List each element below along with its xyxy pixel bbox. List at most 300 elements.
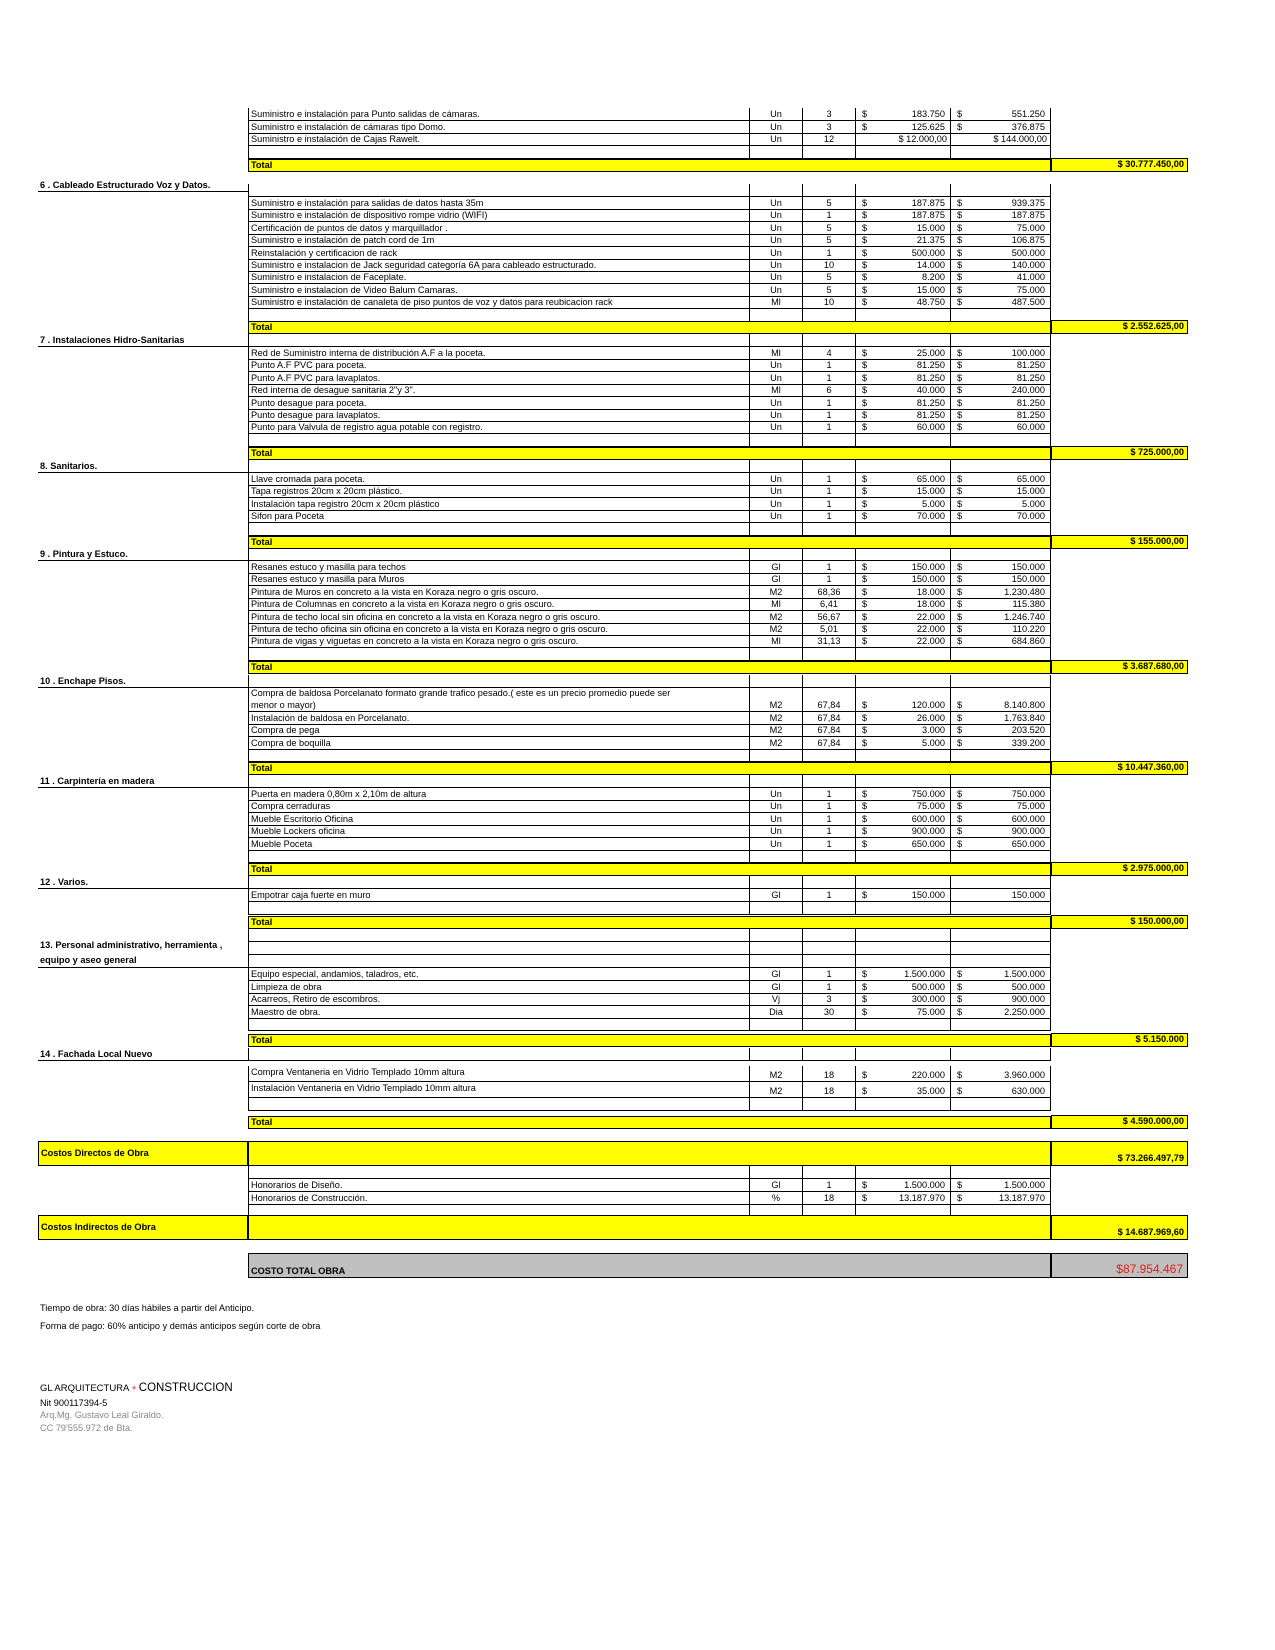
currency-symbol: $ — [862, 385, 868, 396]
item-quantity: 5 — [802, 197, 855, 210]
item-quantity: 1 — [802, 510, 855, 523]
direct-costs-bar — [248, 1141, 1051, 1166]
item-description: Suministro e instalación para salidas de datos hasta 35m — [248, 197, 749, 210]
item-unit: Un — [749, 498, 802, 511]
item-unit-price — [855, 197, 950, 210]
total-value: 684.860 — [1011, 636, 1045, 647]
item-description: Compra cerraduras — [248, 800, 749, 813]
total-value: 240.000 — [1011, 385, 1045, 396]
total-value: 650.000 — [1011, 838, 1045, 849]
currency-symbol: $ — [862, 121, 868, 132]
unit-price-value: 187.875 — [911, 198, 945, 208]
item-quantity: 5 — [802, 271, 855, 284]
item-unit-price — [855, 133, 950, 146]
item-unit-price — [855, 598, 950, 611]
currency-symbol: $ — [957, 109, 963, 119]
currency-symbol: $ — [957, 210, 963, 221]
blank-cell — [802, 876, 855, 889]
blank-cell — [802, 955, 855, 968]
currency-symbol: $ — [862, 981, 868, 992]
item-unit-price — [855, 993, 950, 1006]
item-unit-price — [855, 372, 950, 385]
item-quantity: 4 — [802, 347, 855, 360]
item-total — [950, 993, 1051, 1006]
currency-symbol: $ — [957, 272, 963, 283]
item-unit: Un — [749, 234, 802, 247]
item-quantity: 1 — [802, 800, 855, 813]
item-total — [950, 825, 1051, 838]
blank-cell — [950, 955, 1051, 968]
total-value: 376.875 — [1011, 121, 1045, 132]
item-description: Empotrar caja fuerte en muro — [248, 889, 749, 902]
item-quantity: 3 — [802, 993, 855, 1006]
blank-cell — [855, 1018, 950, 1031]
item-total — [950, 498, 1051, 511]
item-description: Mueble Poceta — [248, 838, 749, 851]
total-value: 900.000 — [1011, 994, 1045, 1005]
item-unit-price — [855, 724, 950, 737]
blank-cell — [802, 184, 855, 197]
blank-cell — [855, 955, 950, 968]
item-unit: Un — [749, 825, 802, 838]
currency-symbol: $ — [957, 372, 963, 383]
blank-cell — [950, 1098, 1051, 1111]
currency-symbol: $ — [957, 574, 963, 585]
blank-cell — [802, 334, 855, 347]
item-unit-price — [855, 473, 950, 486]
item-description: Punto desague para lavaplatos. — [248, 409, 749, 422]
firm-name-b: CONSTRUCCION — [138, 1382, 233, 1394]
grand-total-cell — [1051, 1253, 1188, 1278]
currency-symbol: $ — [957, 636, 963, 647]
currency-symbol: $ — [862, 599, 868, 610]
item-unit-price — [855, 800, 950, 813]
item-total — [950, 1179, 1051, 1192]
blank-cell — [749, 523, 802, 536]
item-quantity: 1 — [802, 889, 855, 902]
item-description: Suministro e instalacion de Jack seguridad categoría 6A para cableado estructurado. — [248, 259, 749, 272]
item-description: Suministro e instalación para Punto salidas de cámaras. — [248, 108, 749, 121]
blank-cell — [749, 942, 802, 955]
item-description: Honorarios de Construcción. — [248, 1192, 749, 1205]
item-unit-price — [855, 397, 950, 410]
item-unit: Un — [749, 108, 802, 121]
total-value: 900.000 — [1011, 826, 1045, 837]
item-total — [950, 1192, 1051, 1205]
blank-cell — [802, 1098, 855, 1111]
blank-cell — [248, 1166, 749, 1179]
item-quantity: 18 — [802, 1192, 855, 1205]
unit-price-value: 81.250 — [916, 397, 945, 408]
item-unit: M2 — [749, 586, 802, 599]
section-title: 7 . Instalaciones Hidro-Sanitarias — [38, 334, 248, 347]
total-label: Total — [248, 536, 1051, 549]
blank-cell — [950, 850, 1051, 863]
blank-cell — [950, 1048, 1051, 1061]
item-unit: Un — [749, 209, 802, 222]
total-value: 1.246.740 — [1004, 611, 1045, 622]
item-total — [950, 1006, 1051, 1019]
blank-cell — [855, 1166, 950, 1179]
item-unit-price — [855, 498, 950, 511]
item-total — [950, 635, 1051, 648]
item-quantity: 1 — [802, 498, 855, 511]
item-unit: Ml — [749, 635, 802, 648]
currency-symbol: $ — [957, 737, 963, 748]
total-value: 500.000 — [1011, 247, 1045, 258]
total-value: 750.000 — [1011, 789, 1045, 799]
currency-symbol: $ — [957, 385, 963, 396]
item-unit-price — [855, 421, 950, 434]
unit-price-value: 3.000 — [922, 725, 945, 736]
item-quantity: 1 — [802, 209, 855, 222]
item-unit: M2 — [749, 712, 802, 725]
currency-symbol: $ — [957, 121, 963, 132]
architect-name: Arq.Mg. Gustavo Leal Giraldo. — [40, 1410, 164, 1420]
item-unit-price — [855, 296, 950, 309]
currency-symbol: $ — [862, 789, 868, 799]
currency-symbol: $ — [862, 611, 868, 622]
blank-cell — [855, 434, 950, 447]
currency-symbol: $ — [957, 969, 963, 979]
currency-symbol: $ — [862, 725, 868, 736]
item-total — [950, 510, 1051, 523]
currency-symbol: $ — [862, 498, 868, 509]
currency-symbol: $ — [957, 586, 963, 597]
unit-price-value: 650.000 — [911, 838, 945, 849]
total-value: 115.380 — [1012, 599, 1045, 610]
section-title: 10 . Enchape Pisos. — [38, 675, 248, 688]
item-unit: M2 — [749, 737, 802, 750]
unit-price-value: 26.000 — [916, 713, 945, 723]
item-unit: Gl — [749, 573, 802, 586]
item-description: Llave cromada para poceta. — [248, 473, 749, 486]
currency-symbol: $ — [957, 348, 963, 358]
blank-cell — [248, 929, 749, 942]
item-description: Punto desague para poceta. — [248, 397, 749, 410]
total-label: Total — [248, 1116, 1051, 1129]
blank-cell — [802, 775, 855, 788]
currency-symbol: $ — [957, 624, 963, 634]
item-quantity: 18 — [802, 1082, 855, 1098]
currency-symbol: $ — [862, 826, 868, 837]
direct-costs-label: Costos Directos de Obra — [38, 1141, 248, 1166]
currency-symbol: $ — [862, 574, 868, 585]
unit-price-value: 120.000 — [911, 700, 945, 710]
section-title: 14 . Fachada Local Nuevo — [38, 1048, 248, 1061]
currency-symbol: $ — [862, 210, 868, 221]
currency-symbol: $ — [862, 1070, 868, 1080]
item-total — [950, 108, 1051, 121]
currency-symbol: $ — [862, 297, 868, 308]
unit-price-value: 22.000 — [916, 611, 945, 622]
unit-price-value: $ 12.000,00 — [898, 134, 947, 144]
unit-price-value: 81.250 — [916, 410, 945, 420]
unit-price-value: 15.000 — [916, 284, 945, 295]
item-quantity: 5 — [802, 234, 855, 247]
currency-symbol: $ — [957, 235, 963, 246]
currency-symbol: $ — [862, 511, 868, 522]
total-value: 1.230.480 — [1004, 586, 1045, 597]
currency-symbol: $ — [862, 1180, 868, 1190]
item-unit: Un — [749, 271, 802, 284]
unit-price-value: 70.000 — [916, 511, 945, 522]
item-description: Suministro e instalacion de Faceplate. — [248, 271, 749, 284]
item-total — [950, 712, 1051, 725]
unit-price-value: 75.000 — [916, 1006, 945, 1017]
total-value: 100.000 — [1011, 348, 1045, 358]
blank-cell — [248, 850, 749, 863]
item-unit-price — [855, 838, 950, 851]
section-total: $ 2.552.625,00 — [1051, 320, 1188, 334]
currency-symbol: $ — [957, 713, 963, 723]
currency-symbol: $ — [957, 1180, 963, 1190]
section-total: $ 2.975.000,00 — [1051, 862, 1188, 876]
blank-cell — [248, 334, 749, 347]
item-total — [950, 1082, 1051, 1098]
total-value: 15.000 — [1016, 486, 1045, 497]
blank-cell — [248, 648, 749, 661]
item-unit-price — [855, 712, 950, 725]
blank-cell — [749, 648, 802, 661]
payment-note: Forma de pago: 60% anticipo y demás anticipos según corte de obra — [40, 1321, 321, 1331]
firm-plus: + — [131, 1383, 137, 1393]
currency-symbol: $ — [862, 713, 868, 723]
blank-cell — [749, 749, 802, 762]
item-unit: M2 — [749, 687, 802, 712]
item-unit: M2 — [749, 623, 802, 636]
blank-cell — [749, 929, 802, 942]
grand-total-row — [248, 1253, 1051, 1278]
currency-symbol: $ — [862, 838, 868, 849]
item-description: Reinstalación y certificacion de rack — [248, 247, 749, 260]
item-quantity: 1 — [802, 788, 855, 801]
item-description: Pintura de Columnas en concreto a la vista en Koraza negro o gris oscuro. — [248, 598, 749, 611]
item-unit: Gl — [749, 561, 802, 574]
item-quantity: 12 — [802, 133, 855, 146]
total-label: Total — [248, 762, 1051, 775]
item-unit: Un — [749, 197, 802, 210]
blank-cell — [248, 460, 749, 473]
section-total: $ 155.000,00 — [1051, 535, 1188, 549]
blank-cell — [855, 749, 950, 762]
item-quantity: 10 — [802, 259, 855, 272]
currency-symbol: $ — [957, 562, 963, 572]
item-description: Red de Suministro interna de distribución A.F a la poceta. — [248, 347, 749, 360]
total-value: 500.000 — [1011, 981, 1045, 992]
item-description: Pintura de Muros en concreto a la vista en Koraza negro o gris oscuro. — [248, 586, 749, 599]
blank-cell — [950, 146, 1051, 159]
indirect-costs-label: Costos Indirectos de Obra — [38, 1215, 248, 1240]
unit-price-value: 25.000 — [916, 348, 945, 358]
currency-symbol: $ — [862, 801, 868, 812]
total-value: 65.000 — [1016, 474, 1045, 484]
total-label: Total — [248, 1034, 1051, 1047]
item-unit-price — [855, 573, 950, 586]
item-quantity: 67,84 — [802, 737, 855, 750]
item-quantity: 5,01 — [802, 623, 855, 636]
item-quantity: 1 — [802, 573, 855, 586]
total-value: 75.000 — [1016, 284, 1045, 295]
item-quantity: 6 — [802, 384, 855, 397]
currency-symbol: $ — [957, 297, 963, 308]
item-unit-price — [855, 384, 950, 397]
item-quantity: 18 — [802, 1066, 855, 1082]
item-unit-price — [855, 247, 950, 260]
item-unit-price — [855, 234, 950, 247]
item-quantity: 1 — [802, 968, 855, 981]
grand-total-value: $87.954.467 — [1116, 1262, 1183, 1276]
blank-cell — [950, 548, 1051, 561]
item-quantity: 1 — [802, 473, 855, 486]
item-quantity: 1 — [802, 485, 855, 498]
unit-price-value: 81.250 — [916, 372, 945, 383]
currency-symbol: $ — [862, 474, 868, 484]
blank-cell — [855, 942, 950, 955]
item-description: Compra de pega — [248, 724, 749, 737]
item-quantity: 1 — [802, 825, 855, 838]
total-value: 939.375 — [1011, 198, 1045, 208]
item-quantity: 1 — [802, 981, 855, 994]
currency-symbol: $ — [957, 994, 963, 1005]
unit-price-value: 150.000 — [911, 562, 945, 572]
currency-symbol: $ — [957, 981, 963, 992]
blank-cell — [248, 184, 749, 197]
item-description: Maestro de obra. — [248, 1006, 749, 1019]
currency-symbol: $ — [957, 284, 963, 295]
item-description: Mueble Lockers oficina — [248, 825, 749, 838]
currency-symbol: $ — [957, 498, 963, 509]
item-unit: M2 — [749, 724, 802, 737]
section-total: $ 150.000,00 — [1051, 915, 1188, 929]
section-total: $ 3.687.680,00 — [1051, 660, 1188, 674]
item-quantity: 10 — [802, 296, 855, 309]
item-description: Suministro e instalación de cámaras tipo Domo. — [248, 121, 749, 134]
unit-price-value: 5.000 — [922, 737, 945, 748]
total-value: 339.200 — [1011, 737, 1045, 748]
item-total — [950, 121, 1051, 134]
currency-symbol: $ — [862, 397, 868, 408]
unit-price-value: 300.000 — [911, 994, 945, 1005]
currency-symbol: $ — [957, 838, 963, 849]
total-label: Total — [248, 447, 1051, 460]
currency-symbol: $ — [957, 260, 963, 270]
item-total — [950, 222, 1051, 235]
item-total — [950, 133, 1051, 146]
item-description: Suministro e instalación de Cajas Rawelt. — [248, 133, 749, 146]
section-total: $ 725.000,00 — [1051, 446, 1188, 460]
blank-cell — [855, 876, 950, 889]
total-value: $ 144.000,00 — [993, 134, 1047, 144]
item-description: Suministro e instalación de patch cord de 1m — [248, 234, 749, 247]
blank-cell — [749, 902, 802, 915]
item-total — [950, 586, 1051, 599]
unit-price-value: 500.000 — [911, 247, 945, 258]
currency-symbol: $ — [957, 247, 963, 258]
blank-cell — [248, 548, 749, 561]
total-value: 81.250 — [1016, 410, 1045, 420]
section-total: $ 4.590.000,00 — [1051, 1115, 1188, 1129]
item-total — [950, 623, 1051, 636]
blank-cell — [248, 523, 749, 536]
currency-symbol: $ — [862, 109, 868, 119]
blank-cell — [855, 334, 950, 347]
currency-symbol: $ — [862, 1192, 868, 1203]
direct-costs-total: $ 73.266.497,79 — [1051, 1141, 1188, 1166]
item-description — [248, 687, 749, 712]
total-value: 1.500.000 — [1004, 1180, 1045, 1190]
item-total — [950, 421, 1051, 434]
unit-price-value: 13.187.970 — [899, 1192, 945, 1203]
item-quantity: 56,67 — [802, 611, 855, 624]
currency-symbol: $ — [957, 611, 963, 622]
currency-symbol: $ — [957, 474, 963, 484]
item-unit-price — [855, 485, 950, 498]
blank-cell — [950, 1018, 1051, 1031]
item-unit: M2 — [749, 611, 802, 624]
blank-cell — [248, 1048, 749, 1061]
currency-symbol: $ — [862, 422, 868, 433]
unit-price-value: 220.000 — [911, 1070, 945, 1080]
unit-price-value: 81.250 — [916, 360, 945, 371]
blank-cell — [855, 850, 950, 863]
blank-cell — [855, 775, 950, 788]
item-description: Tapa registros 20cm x 20cm plástico. — [248, 485, 749, 498]
blank-cell — [950, 460, 1051, 473]
blank-cell — [749, 775, 802, 788]
blank-cell — [855, 146, 950, 159]
item-description: Acarreos, Retiro de escombros. — [248, 993, 749, 1006]
item-unit-price — [855, 510, 950, 523]
total-value: 81.250 — [1016, 397, 1045, 408]
unit-price-value: 500.000 — [911, 981, 945, 992]
blank-cell — [749, 1166, 802, 1179]
item-description: Certificación de puntos de datos y marquillador . — [248, 222, 749, 235]
item-total — [950, 384, 1051, 397]
item-description: Pintura de techo local sin oficina en concreto a la vista en Koraza negro o gris oscuro. — [248, 611, 749, 624]
item-unit-price — [855, 968, 950, 981]
blank-cell — [749, 146, 802, 159]
currency-symbol: $ — [862, 410, 868, 420]
item-description: Suministro e instalación de canaleta de piso puntos de voz y datos para reubicacion rack — [248, 296, 749, 309]
unit-price-value: 900.000 — [911, 826, 945, 837]
firm-name — [40, 1382, 233, 1394]
total-value: 487.500 — [1011, 297, 1045, 308]
currency-symbol: $ — [862, 348, 868, 358]
currency-symbol: $ — [862, 737, 868, 748]
item-description: Pintura de vigas y viguetas en concreto a la vista en Koraza negro o gris oscuro. — [248, 635, 749, 648]
section-title: 9 . Pintura y Estuco. — [38, 548, 248, 561]
unit-price-value: 22.000 — [916, 636, 945, 647]
item-unit: Un — [749, 397, 802, 410]
blank-cell — [855, 929, 950, 942]
blank-cell — [855, 902, 950, 915]
item-quantity: 67,84 — [802, 724, 855, 737]
item-unit-price — [855, 825, 950, 838]
blank-cell — [749, 1018, 802, 1031]
currency-symbol: $ — [862, 700, 868, 710]
section-title: 13. Personal administrativo, herramienta , equipo y aseo general — [38, 936, 248, 968]
currency-symbol: $ — [862, 486, 868, 497]
blank-cell — [802, 749, 855, 762]
currency-symbol: $ — [862, 284, 868, 295]
item-description: Punto A.F PVC para lavaplatos. — [248, 372, 749, 385]
item-unit: Un — [749, 421, 802, 434]
total-label: Total — [248, 863, 1051, 876]
item-quantity: 1 — [802, 421, 855, 434]
currency-symbol: $ — [957, 1086, 963, 1096]
blank-cell — [950, 334, 1051, 347]
